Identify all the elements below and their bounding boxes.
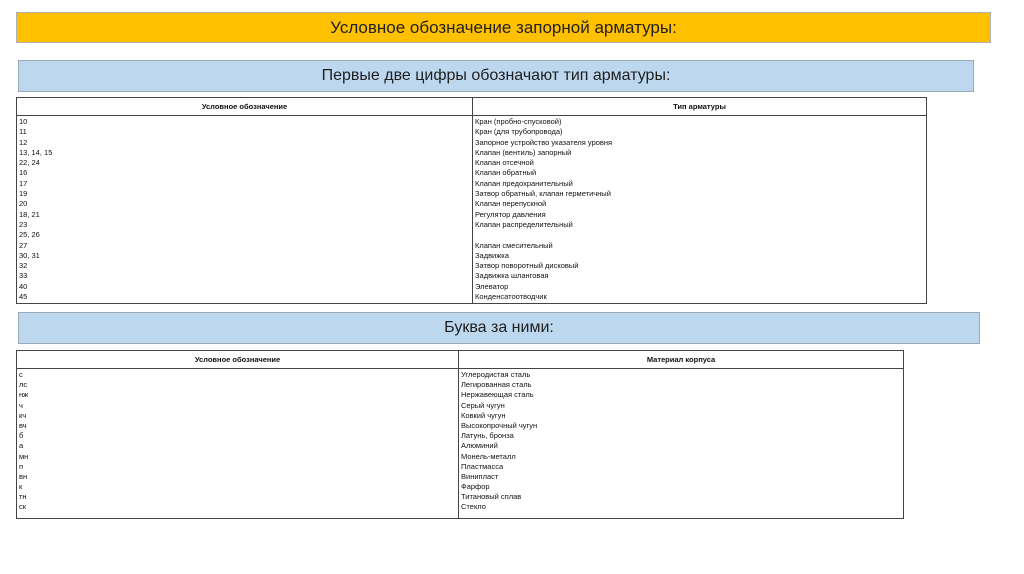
material-item: Алюминий (461, 441, 498, 451)
type-item: Кран (пробно-спусковой) (475, 117, 562, 126)
code-item: п (19, 461, 24, 471)
code-item: нж (19, 390, 29, 400)
material-item: Монель-металл (461, 451, 516, 461)
material-item: Стекло (461, 502, 486, 512)
material-item: Серый чугун (461, 400, 505, 410)
column-header-designation: Условное обозначение (17, 351, 459, 369)
code-item: 33 (19, 271, 28, 281)
body-material-table (16, 350, 904, 519)
type-item: Клапан (вентиль) запорный (475, 147, 572, 157)
code-item: 32 (19, 261, 28, 271)
material-item: Ковкий чугун (461, 410, 506, 420)
codes-cell (17, 369, 459, 519)
table-row (17, 116, 927, 304)
section2-heading: Буква за ними: (18, 312, 980, 344)
type-item: Задвижка (475, 250, 509, 260)
column-header-designation: Условное обозначение (17, 98, 473, 116)
table-row (17, 369, 904, 519)
type-item: Конденсатоотводчик (475, 292, 547, 302)
material-item: Легированная сталь (461, 380, 532, 390)
code-item: с (19, 370, 23, 379)
code-item: вн (19, 471, 28, 481)
material-item: Нержавеющая сталь (461, 390, 534, 400)
code-item: тн (19, 492, 27, 502)
materials-cell (459, 369, 904, 519)
code-item: вч (19, 420, 27, 430)
code-item: 13, 14, 15 (19, 147, 53, 157)
code-item: б (19, 431, 24, 441)
code-item: к (19, 482, 23, 492)
code-item: мн (19, 451, 29, 461)
code-item: 23 (19, 219, 28, 229)
code-item: 12 (19, 137, 28, 147)
page-title: Условное обозначение запорной арматуры: (16, 12, 991, 43)
code-item: 45 (19, 292, 28, 302)
code-item: 19 (19, 189, 28, 199)
type-item: Клапан распределительный (475, 219, 573, 229)
material-item: Винипласт (461, 471, 499, 481)
section1-heading: Первые две цифры обозначают тип арматуры: (18, 60, 974, 92)
column-header-material: Материал корпуса (459, 351, 904, 369)
column-header-valve-type: Тип арматуры (473, 98, 927, 116)
code-item: 10 (19, 117, 28, 126)
material-item: Высокопрочный чугун (461, 420, 538, 430)
valve-type-table (16, 97, 927, 304)
type-item: Клапан смесительный (475, 240, 553, 250)
type-item (475, 230, 924, 240)
code-item: 18, 21 (19, 209, 40, 219)
code-item: 40 (19, 281, 28, 291)
codes-cell (17, 116, 473, 304)
code-item: 11 (19, 127, 27, 137)
type-item: Задвижка шланговая (475, 271, 549, 281)
type-item: Элеватор (475, 281, 509, 291)
code-item: лс (19, 380, 28, 390)
code-item: 20 (19, 199, 28, 209)
code-item: 30, 31 (19, 250, 40, 260)
type-item: Кран (для трубопровода) (475, 127, 563, 137)
code-item: 17 (19, 178, 28, 188)
code-item: а (19, 441, 24, 451)
type-item: Клапан отсечной (475, 158, 534, 168)
type-item: Запорное устройство указателя уровня (475, 137, 613, 147)
types-cell (473, 116, 927, 304)
code-item: 16 (19, 168, 28, 178)
code-item: 22, 24 (19, 158, 40, 168)
material-item: Фарфор (461, 482, 490, 492)
type-item: Регулятор давления (475, 209, 546, 219)
code-item: ч (19, 400, 23, 410)
type-item: Затвор обратный, клапан герметичный (475, 189, 611, 199)
code-item: 27 (19, 240, 28, 250)
type-item: Затвор поворотный дисковый (475, 261, 579, 271)
material-item: Углеродистая сталь (461, 370, 531, 379)
type-item: Клапан обратный (475, 168, 537, 178)
material-item: Латунь, бронза (461, 431, 514, 441)
code-item: ск (19, 502, 27, 512)
material-item: Пластмасса (461, 461, 504, 471)
code-item: кч (19, 410, 27, 420)
code-item: 25, 26 (19, 230, 40, 240)
type-item: Клапан перепускной (475, 199, 547, 209)
material-item: Титановый сплав (461, 492, 522, 502)
type-item: Клапан предохранительный (475, 178, 573, 188)
table-header-row (17, 98, 927, 116)
table-header-row (17, 351, 904, 369)
